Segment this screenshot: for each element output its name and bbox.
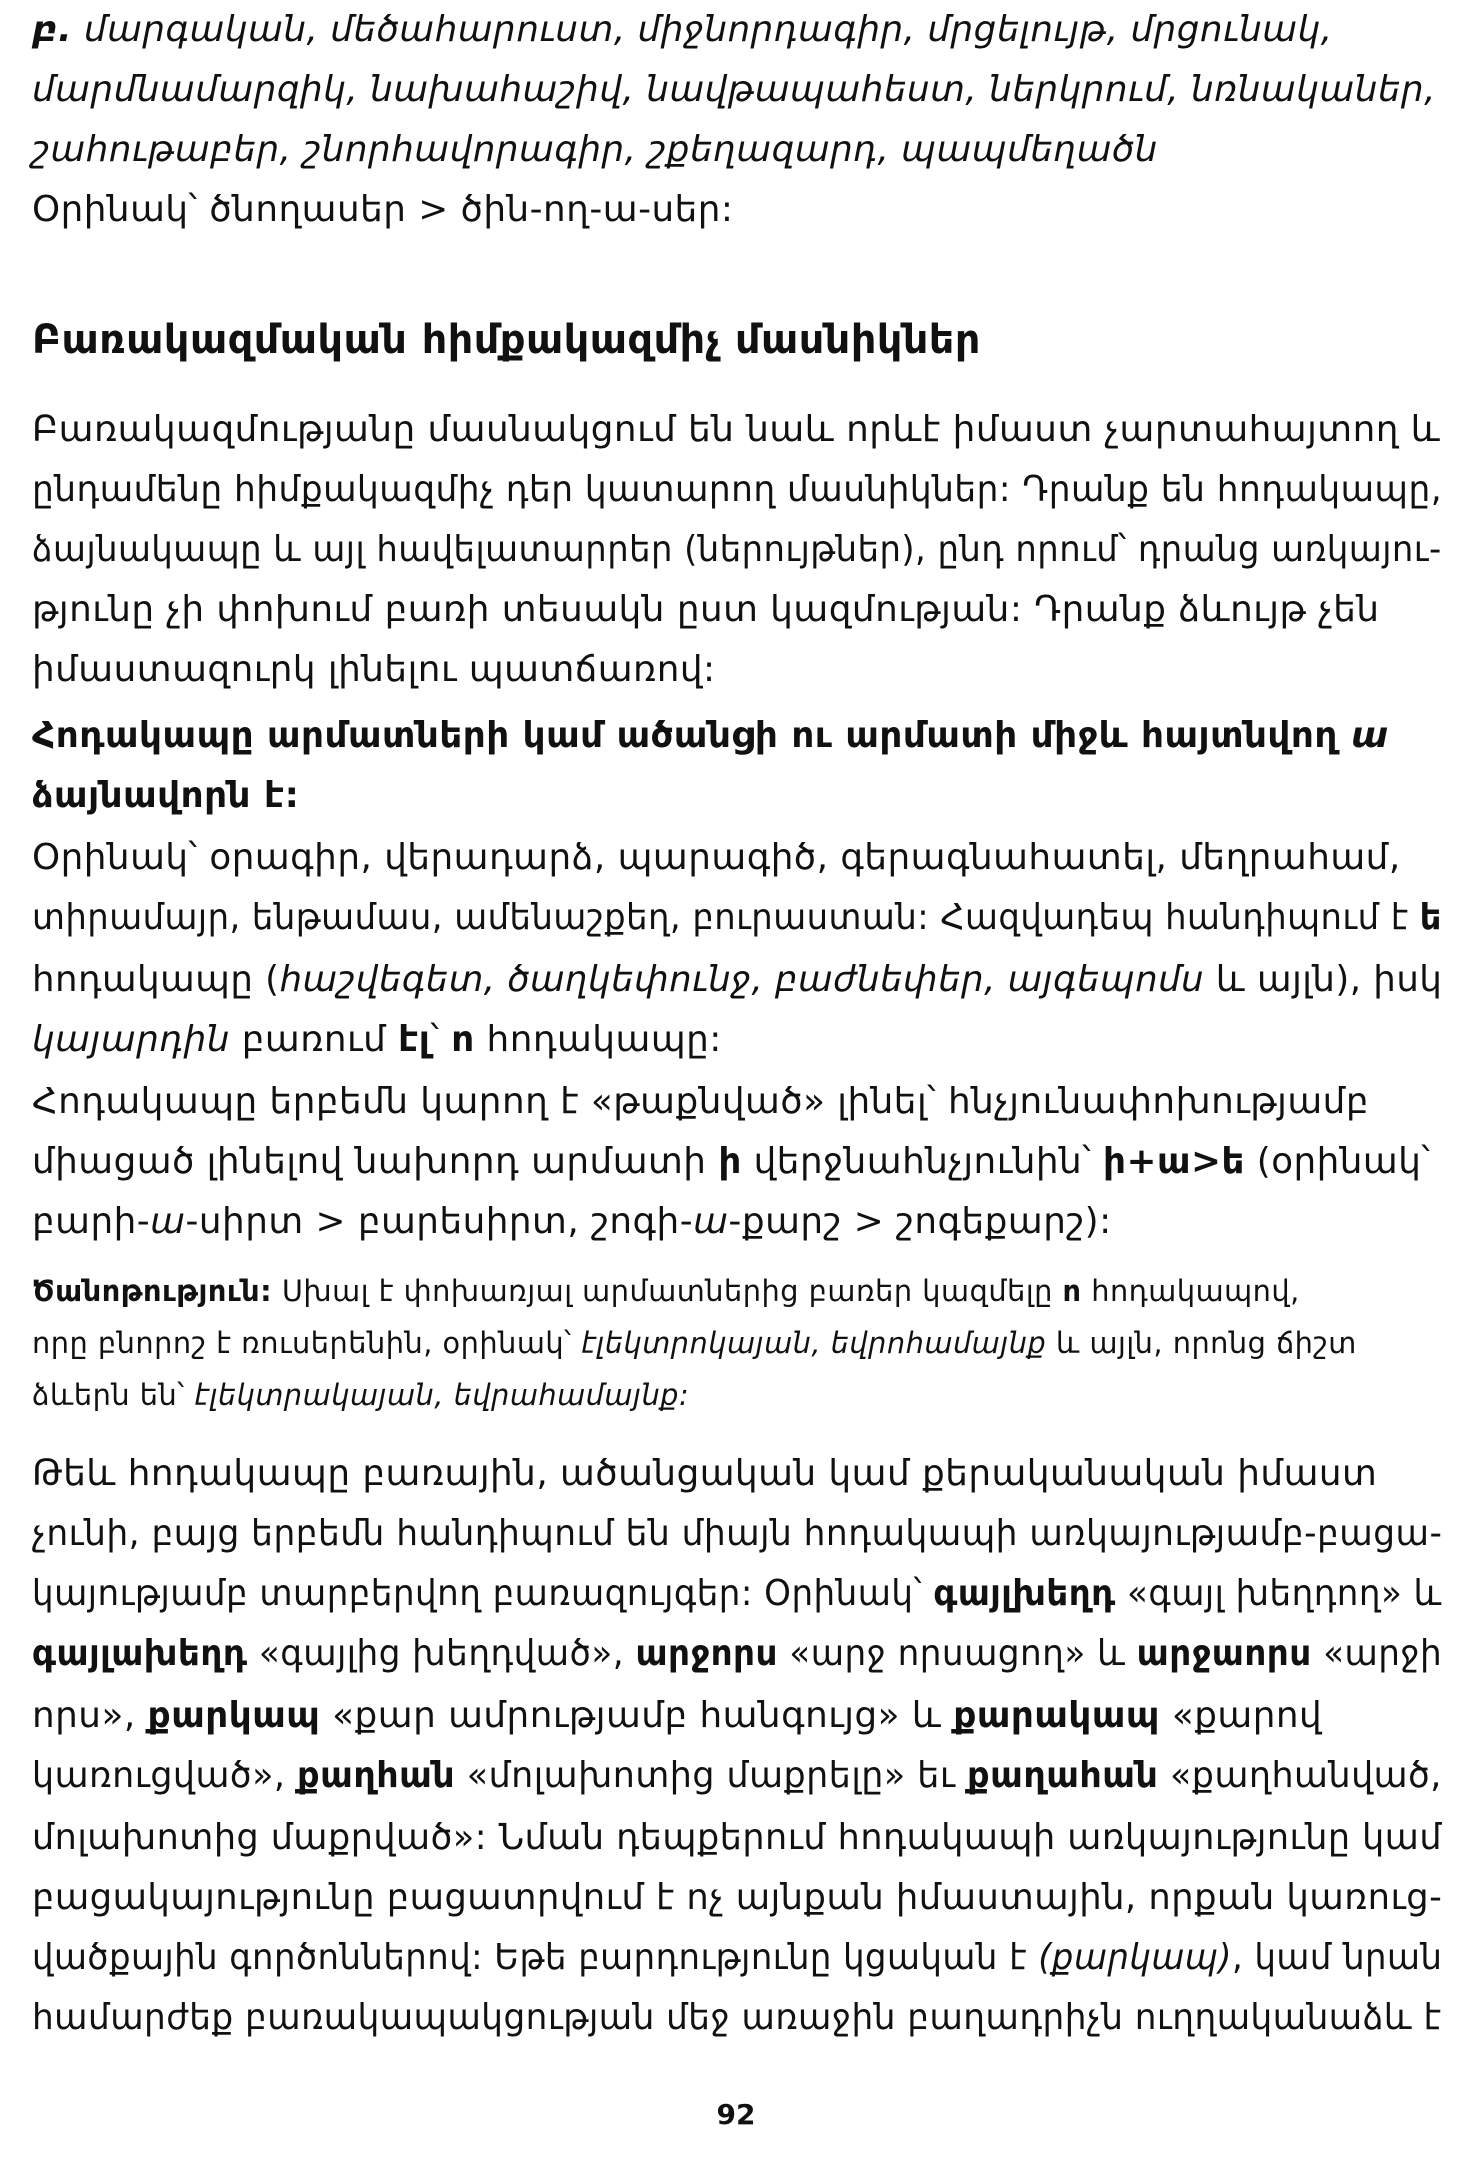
- text-segment: բարի-: [32, 1201, 151, 1242]
- text-line: [32, 408, 1442, 452]
- text-segment: բառում: [229, 1019, 399, 1060]
- text-segment: որը բնորոշ է ռուսերենին, օրինակ՝: [32, 1326, 582, 1360]
- text-segment: Թեև հոդակապը բառային, ածանցական կամ քերականական իմաստ: [32, 1453, 1378, 1494]
- text-line: [32, 714, 1442, 758]
- text-segment: «քար ամրությամբ հանգույց» և: [320, 1695, 954, 1736]
- text-segment: Ծանոթություն:: [32, 1274, 273, 1308]
- text-segment: էլ: [398, 1019, 431, 1060]
- text-line: [32, 648, 1442, 692]
- text-segment: հաշվեգետ, ծաղկեփունջ, բաժնեփեր, այգեպոմս: [279, 959, 1205, 1000]
- text-segment: կառուցված»,: [32, 1755, 298, 1796]
- text-segment: իմաստազուրկ լինելու պատճառով:: [32, 649, 716, 690]
- text-line: [32, 1694, 1442, 1738]
- text-segment: և այլն), իսկ: [1204, 959, 1443, 1000]
- text-segment: հոդակապը:: [474, 1019, 722, 1060]
- text-segment: մոլախոտից մաքրված»: Նման դեպքերում հոդակապի առկայությունը կամ: [32, 1817, 1442, 1858]
- text-line: [32, 958, 1443, 1002]
- text-line: [32, 1324, 1442, 1362]
- text-line: [32, 1632, 1443, 1676]
- text-line: [32, 528, 1442, 572]
- text-line: [32, 8, 1442, 52]
- text-line: [32, 836, 1442, 880]
- text-segment: ա: [150, 1201, 186, 1242]
- text-segment: (օրինակ՝: [1244, 1141, 1431, 1182]
- text-segment: մարգական, մեծահարուստ, միջնորդագիր, մրցելույթ, մրցունակ,: [72, 9, 1333, 50]
- text-segment: կայությամբ տարբերվող բառազույգեր: Օրինակ՝: [32, 1573, 934, 1614]
- text-line: [32, 318, 1442, 364]
- text-segment: էլեկտրոկայան, եվրոհամայնք: [581, 1326, 1047, 1360]
- text-segment: համարժեք բառակապակցության մեջ առաջին բաղադրիչն ուղղականաձև է: [32, 1997, 1442, 2038]
- text-segment: հոդակապով,: [1081, 1274, 1300, 1308]
- text-segment: «մոլախոտից մաքրելը» եւ: [455, 1755, 968, 1796]
- text-line: [32, 1754, 1442, 1798]
- text-line: [32, 1376, 1442, 1414]
- text-segment: ա: [693, 1201, 729, 1242]
- text-segment: Բառակազմական հիմքակազմիչ մասնիկներ: [32, 317, 981, 363]
- text-segment: տիրամայր, ենթամաս, ամենաշքեղ, բուրաստան: Հազվադեպ հանդիպում է: [32, 897, 1420, 938]
- text-segment: չունի, բայց երբեմն հանդիպում են միայն հոդակապի առկայությամբ-բացա-: [32, 1513, 1443, 1554]
- text-segment: ո: [451, 1019, 475, 1060]
- text-segment: ձայնակապը և այլ հավելատարրեր (ներույթներ), ընդ որում՝ դրանց առկայու-: [32, 529, 1442, 570]
- text-segment: «գայլ խեղդող» և: [1115, 1573, 1442, 1614]
- text-segment: ի: [718, 1141, 742, 1182]
- text-line: [32, 1816, 1442, 1860]
- text-segment: հոդակապը (: [32, 959, 280, 1000]
- text-segment: քարկապ: [147, 1695, 321, 1736]
- text-line: [32, 1452, 1442, 1496]
- text-segment: թյունը չի փոխում բառի տեսակն ըստ կազմության: Դրանք ձևույթ չեն: [32, 589, 1380, 630]
- text-line: [32, 68, 1442, 112]
- text-line: [32, 468, 1443, 512]
- text-line: [32, 1936, 1443, 1980]
- text-segment: էլեկտրակայան, եվրահամայնք:: [194, 1378, 690, 1412]
- text-line: [32, 1200, 1442, 1244]
- text-segment: գայլախեղդ: [32, 1633, 248, 1674]
- text-line: [32, 1512, 1443, 1556]
- text-segment: շահութաբեր, շնորհավորագիր, շքեղազարդ, պապմեղածն: [32, 129, 1158, 170]
- text-line: [32, 1080, 1442, 1124]
- text-segment: Բառակազմությանը մասնակցում են նաև որևէ իմաստ չարտահայտող և: [32, 409, 1441, 450]
- text-segment: Օրինակ՝ օրագիր, վերադարձ, պարագիծ, գերագնահատել, մեղրահամ,: [32, 837, 1401, 878]
- text-segment: քարակապ: [953, 1695, 1160, 1736]
- text-segment: քաղհան: [297, 1755, 456, 1796]
- text-segment: «քարով: [1159, 1695, 1323, 1736]
- text-segment: ձևերն են՝: [32, 1378, 195, 1412]
- text-segment: վածքային գործոններով: Եթե բարդությունը կցական է: [32, 1937, 1039, 1978]
- text-line: [32, 1572, 1442, 1616]
- text-segment: «արջ որսացող» և: [777, 1633, 1137, 1674]
- text-segment: մարմնամարզիկ, նախահաշիվ, նավթապահեստ, ներկրում, նռնականեր,: [32, 69, 1437, 110]
- page-number: 92: [716, 2098, 756, 2131]
- text-segment: , կամ նրան: [1231, 1937, 1443, 1978]
- text-segment: բ.: [32, 9, 73, 50]
- text-segment: ո: [1062, 1274, 1082, 1308]
- text-line: [32, 1876, 1443, 1920]
- text-segment: վերջնահնչյունին՝: [741, 1141, 1104, 1182]
- text-line: [32, 896, 1442, 940]
- text-segment: «քաղհանված,: [1158, 1755, 1442, 1796]
- text-line: [32, 1272, 1442, 1310]
- text-line: [32, 128, 1442, 172]
- text-segment: Հոդակապը արմատների կամ ածանցի ու արմատի միջև հայտնվող: [32, 715, 1351, 756]
- text-segment: միացած լինելով նախորդ արմատի: [32, 1141, 719, 1182]
- text-segment: ե: [1419, 897, 1442, 938]
- text-line: [32, 188, 1442, 232]
- text-segment: ի+ա>ե: [1103, 1141, 1245, 1182]
- text-line: [32, 1018, 1442, 1062]
- text-segment: որս»,: [32, 1695, 148, 1736]
- text-segment: արջորս: [635, 1633, 778, 1674]
- text-line: [32, 1996, 1442, 2040]
- text-segment: ա: [1350, 715, 1389, 756]
- text-line: [32, 774, 1442, 818]
- text-segment: քաղահան: [967, 1755, 1159, 1796]
- text-segment: ՝: [430, 1019, 452, 1060]
- text-segment: Հոդակապը երբեմն կարող է «թաքնված» լինել՝ հնչյունափոխությամբ: [32, 1081, 1370, 1122]
- text-segment: Սխալ է փոխառյալ արմատներից բառեր կազմելը: [272, 1274, 1063, 1308]
- text-segment: (քարկապ): [1038, 1937, 1232, 1978]
- text-segment: արջաորս: [1136, 1633, 1312, 1674]
- text-segment: «արջի: [1311, 1633, 1443, 1674]
- text-segment: -քարշ > շոգեքարշ):: [728, 1201, 1112, 1242]
- text-line: [32, 588, 1442, 632]
- text-segment: ձայնավորն է:: [32, 775, 300, 816]
- text-segment: կայարդին: [32, 1019, 230, 1060]
- text-segment: և այլն, որոնց ճիշտ: [1046, 1326, 1357, 1360]
- text-line: [32, 1140, 1442, 1184]
- text-segment: ընդամենը հիմքակազմիչ դեր կատարող մասնիկներ: Դրանք են հոդակապը,: [32, 469, 1443, 510]
- text-segment: Օրինակ՝ ծնողասեր > ծին-ող-ա-սեր:: [32, 189, 734, 230]
- text-segment: գայլխեղդ: [933, 1573, 1116, 1614]
- text-segment: բացակայությունը բացատրվում է ոչ այնքան իմաստային, որքան կառուց-: [32, 1877, 1443, 1918]
- text-segment: -սիրտ > բարեսիրտ, շոգի-: [185, 1201, 694, 1242]
- text-segment: «գայլից խեղդված»,: [247, 1633, 636, 1674]
